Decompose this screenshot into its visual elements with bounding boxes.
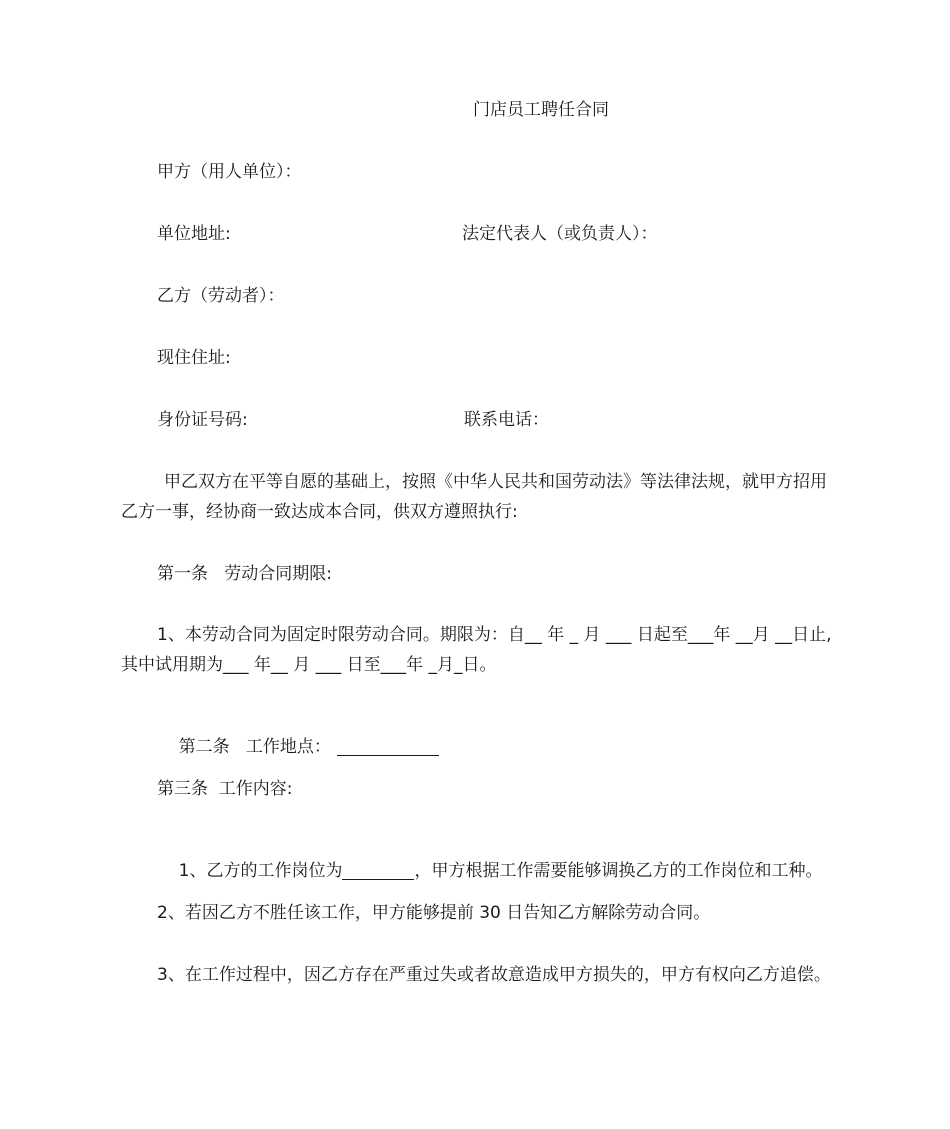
- article2-heading: 第二条 工作地点：: [178, 737, 331, 757]
- id-number-label: 身份证号码:: [157, 410, 248, 430]
- article2-line: [157, 717, 439, 777]
- unit-address-label: 单位地址:: [157, 224, 231, 244]
- article3-heading: 第三条 工作内容:: [157, 779, 293, 799]
- job-position-blank: [342, 862, 414, 880]
- phone-label: 联系电话：: [464, 410, 549, 430]
- legal-representative-label: 法定代表人（或负责人）：: [462, 224, 658, 244]
- article3-item2: 2、若因乙方不胜任该工作，甲方能够提前 30 日告知乙方解除劳动合同。: [157, 903, 711, 923]
- article1-heading: 第一条 劳动合同期限:: [157, 564, 332, 584]
- intro-paragraph: 甲乙双方在平等自愿的基础上，按照《中华人民共和国劳动法》等法律法规，就甲方招用乙方一事，经协商一致达成本合同，供双方遵照执行:: [121, 472, 827, 522]
- party-b-label: 乙方（劳动者）：: [157, 286, 285, 306]
- current-address-label: 现住住址:: [157, 348, 231, 368]
- article3-item1: [157, 841, 822, 901]
- work-location-blank: [337, 738, 439, 756]
- article3-item1-suffix: ，甲方根据工作需要能够调换乙方的工作岗位和工种。: [414, 861, 823, 881]
- document-title: 门店员工聘任合同: [473, 100, 609, 120]
- article1-item1: 1、本劳动合同为固定时限劳动合同。期限为：自__ 年 _ 月 ___ 日起至___年 __月 __日止,其中试用期为___ 年__ 月 ___ 日至___年 _月_日。: [121, 625, 832, 675]
- party-a-label: 甲方（用人单位）：: [157, 162, 302, 182]
- article3-item1-prefix: 1、乙方的工作岗位为: [178, 861, 343, 881]
- article3-item3: 3、在工作过程中，因乙方存在严重过失或者故意造成甲方损失的，甲方有权向乙方追偿。: [157, 965, 831, 985]
